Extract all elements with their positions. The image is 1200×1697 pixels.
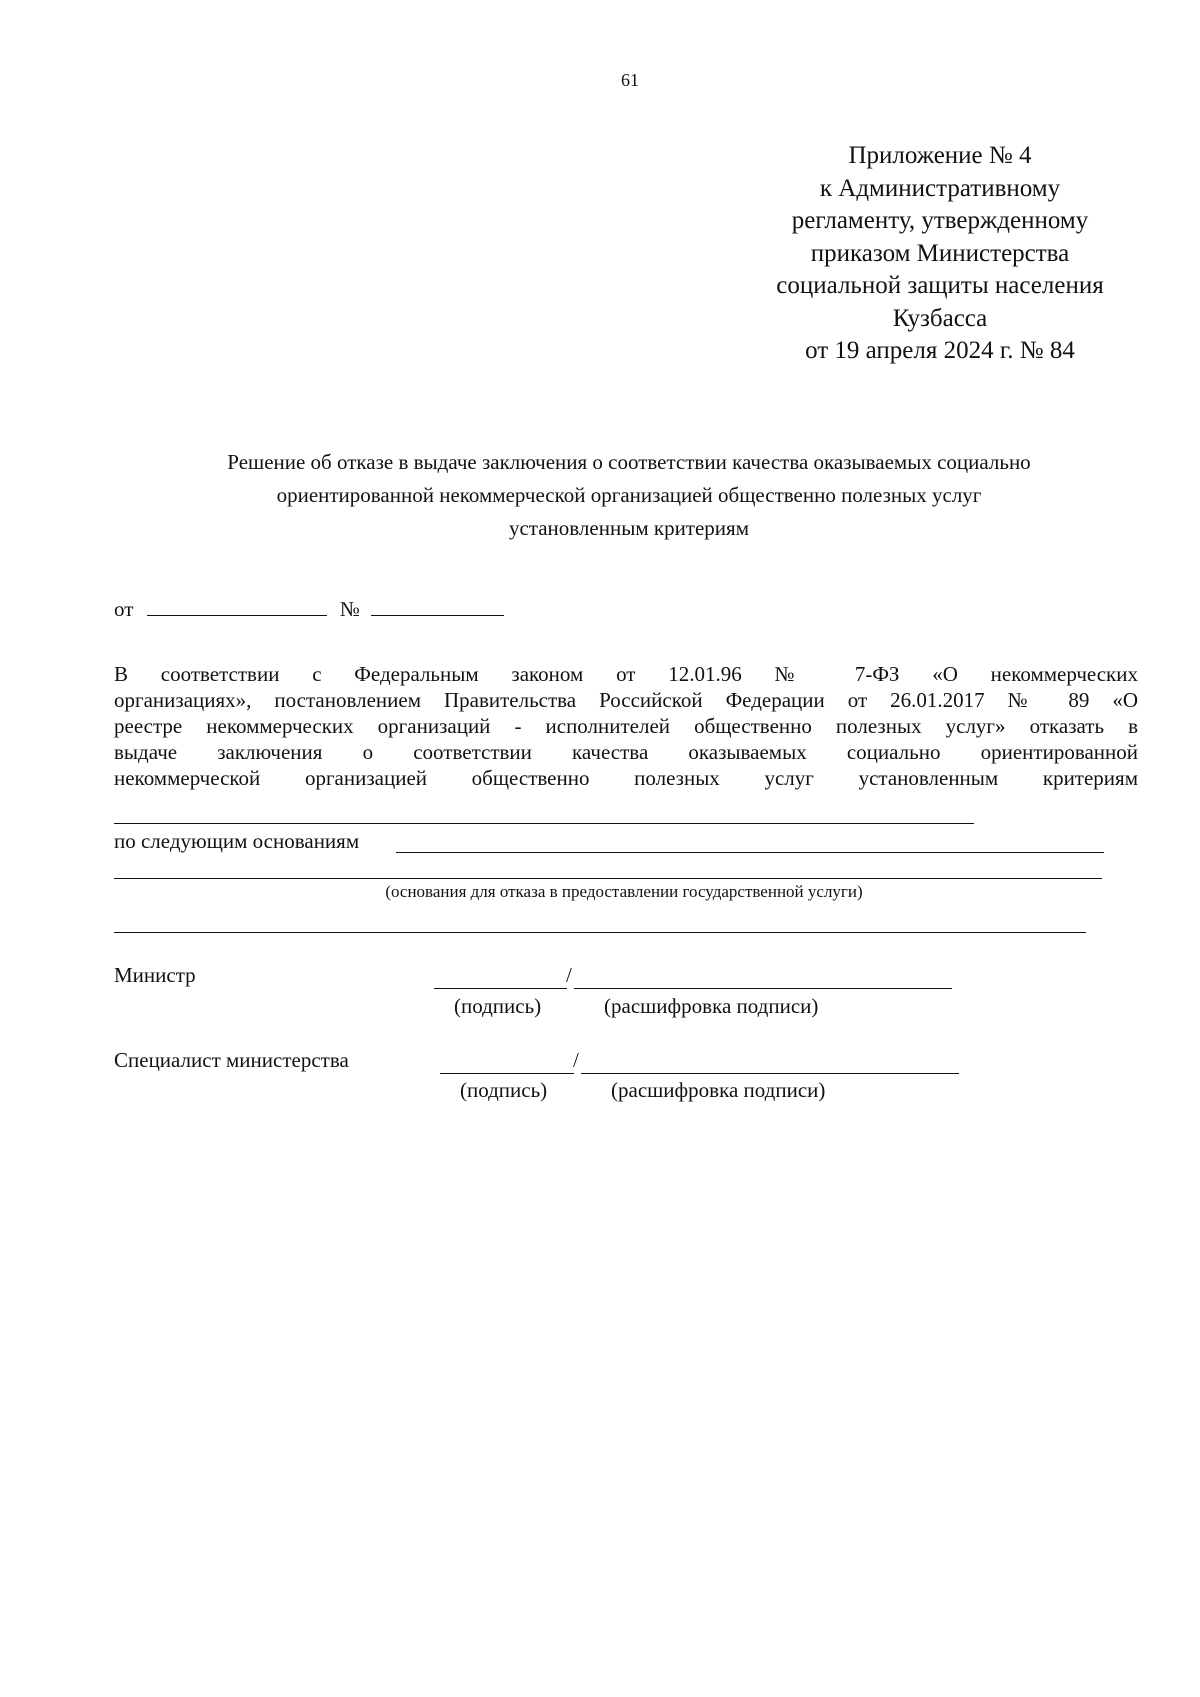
- date-number-line: [114, 597, 504, 622]
- number-label: №: [339, 597, 360, 621]
- appendix-line: регламенту, утвержденному: [791, 207, 1089, 234]
- body-line: В соответствии с Федеральным законом от 12.01.96 № 7-ФЗ «О некоммерческих: [114, 662, 1138, 686]
- grounds-blank-line-3[interactable]: [114, 932, 1086, 933]
- body-line: некоммерческой организацией общественно полезных услуг установленным критериям: [114, 766, 1138, 790]
- grounds-blank-line-2[interactable]: [114, 878, 1102, 879]
- grounds-caption: (основания для отказа в предоставлении государственной услуги): [385, 882, 863, 901]
- body-paragraph: [114, 661, 1138, 791]
- body-line: выдаче заключения о соответствии качества оказываемых социально ориентированной: [114, 740, 1138, 764]
- specialist-signature-line[interactable]: [440, 1073, 574, 1074]
- title-line: Решение об отказе в выдаче заключения о соответствии качества оказываемых социально: [227, 450, 1031, 474]
- title-line: ориентированной некоммерческой организацией общественно полезных услуг: [276, 483, 982, 507]
- specialist-label: Специалист министерства: [114, 1048, 349, 1072]
- date-blank-field[interactable]: [147, 597, 327, 616]
- page-number: 61: [621, 70, 639, 90]
- title-line: установленным критериям: [508, 516, 749, 540]
- minister-signature-slash: /: [566, 963, 572, 987]
- date-from-label: от: [114, 597, 134, 621]
- minister-label: Министр: [114, 963, 196, 987]
- grounds-blank-line[interactable]: [396, 852, 1104, 853]
- organization-blank-line[interactable]: [114, 823, 974, 824]
- appendix-line: Приложение № 4: [848, 142, 1032, 169]
- specialist-decoding-caption: (расшифровка подписи): [611, 1078, 826, 1102]
- body-line: организациях», постановлением Правительства Российской Федерации от 26.01.2017 № 89 «О: [114, 688, 1138, 712]
- appendix-line: Кузбасса: [892, 304, 988, 332]
- grounds-label: по следующим основаниям: [114, 829, 360, 853]
- specialist-signature-caption: (подпись): [460, 1078, 548, 1102]
- document-title: [120, 446, 1138, 545]
- minister-decoding-line[interactable]: [574, 988, 952, 989]
- specialist-decoding-line[interactable]: [581, 1073, 959, 1074]
- appendix-line: социальной защиты населения: [776, 272, 1104, 299]
- specialist-signature-slash: /: [573, 1048, 579, 1072]
- appendix-line: к Административному: [819, 174, 1061, 202]
- appendix-line: приказом Министерства: [810, 239, 1070, 267]
- minister-signature-line[interactable]: [434, 988, 567, 989]
- body-line: реестре некоммерческих организаций - исполнителей общественно полезных услуг» отказать в: [114, 714, 1138, 738]
- number-blank-field[interactable]: [371, 597, 504, 616]
- minister-signature-caption: (подпись): [454, 994, 542, 1018]
- minister-decoding-caption: (расшифровка подписи): [604, 994, 819, 1018]
- appendix-header: [740, 140, 1140, 368]
- appendix-line: от 19 апреля 2024 г. № 84: [805, 337, 1075, 364]
